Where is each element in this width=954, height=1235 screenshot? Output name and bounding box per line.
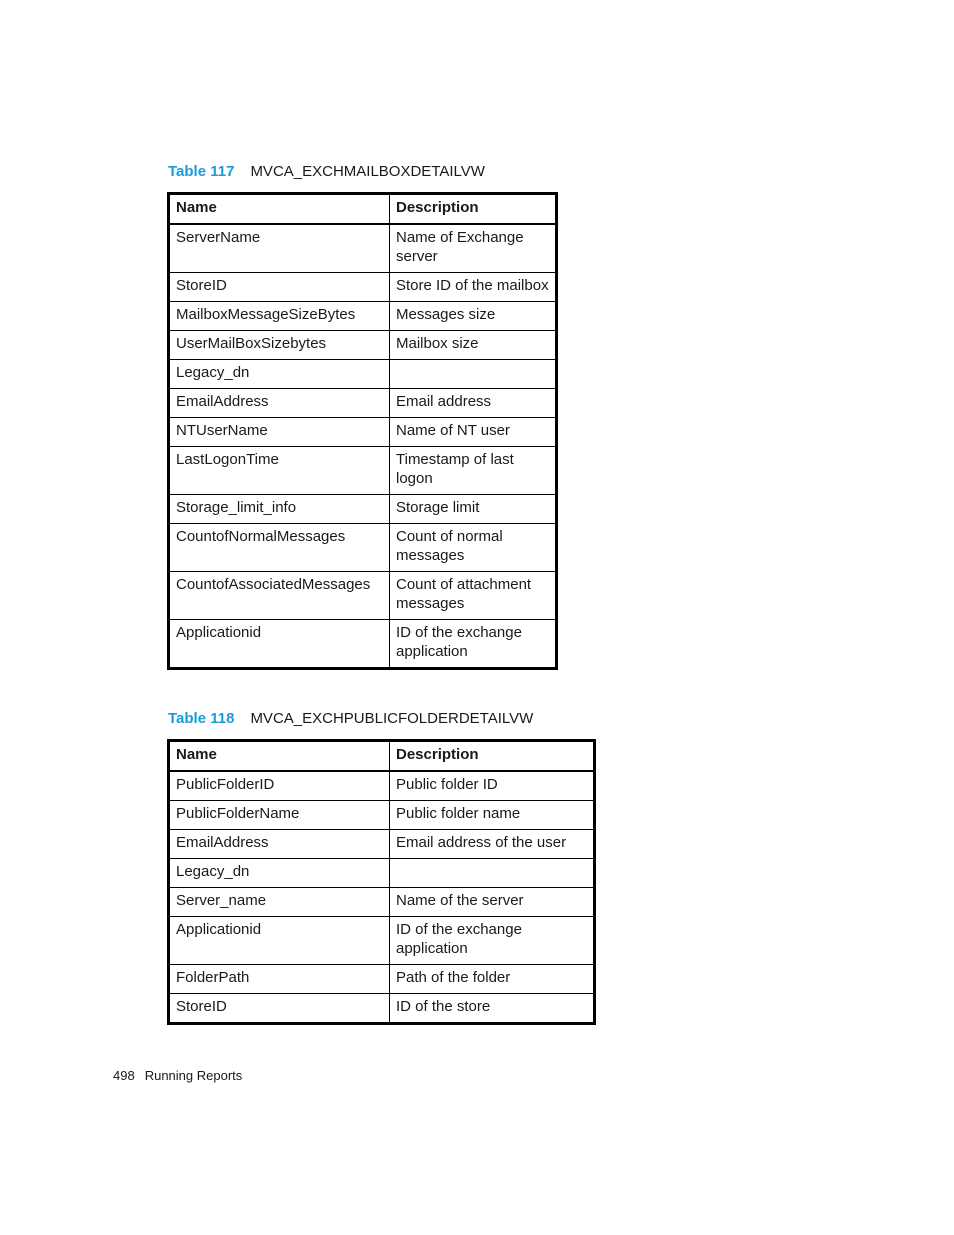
table-row — [169, 224, 557, 273]
cell-description: Public folder ID — [390, 771, 595, 801]
page-number: 498 — [113, 1068, 135, 1083]
cell-name: FolderPath — [169, 965, 390, 994]
page-footer — [113, 1068, 242, 1083]
cell-description: Name of Exchange server — [390, 224, 557, 273]
cell-name: StoreID — [169, 994, 390, 1024]
cell-name: Applicationid — [169, 917, 390, 965]
table-118-title: MVCA_EXCHPUBLICFOLDERDETAILVW — [250, 710, 534, 727]
cell-description: Messages size — [390, 302, 557, 331]
cell-name: Legacy_dn — [169, 859, 390, 888]
cell-description: Timestamp of last logon — [390, 447, 557, 495]
cell-description: Count of normal messages — [390, 524, 557, 572]
cell-name: PublicFolderName — [169, 801, 390, 830]
table-row — [169, 273, 557, 302]
cell-description: ID of the exchange application — [390, 917, 595, 965]
table-row — [169, 389, 557, 418]
cell-name: ServerName — [169, 224, 390, 273]
table-row — [169, 917, 595, 965]
cell-description: ID of the exchange application — [390, 620, 557, 669]
cell-description: Name of NT user — [390, 418, 557, 447]
cell-name: Server_name — [169, 888, 390, 917]
cell-description — [390, 859, 595, 888]
cell-name: MailboxMessageSizeBytes — [169, 302, 390, 331]
table-row — [169, 331, 557, 360]
column-header-name: Name — [169, 741, 390, 772]
table-row — [169, 524, 557, 572]
cell-name: NTUserName — [169, 418, 390, 447]
cell-name: UserMailBoxSizebytes — [169, 331, 390, 360]
table-118-caption — [168, 710, 533, 727]
cell-name: StoreID — [169, 273, 390, 302]
column-header-description: Description — [390, 741, 595, 772]
table-118-body — [169, 771, 595, 1024]
column-header-name: Name — [169, 194, 390, 225]
cell-description — [390, 360, 557, 389]
column-header-description: Description — [390, 194, 557, 225]
cell-name: Applicationid — [169, 620, 390, 669]
cell-description: Storage limit — [390, 495, 557, 524]
table-row — [169, 572, 557, 620]
table-row — [169, 994, 595, 1024]
cell-description: Mailbox size — [390, 331, 557, 360]
table-row — [169, 801, 595, 830]
table-row — [169, 965, 595, 994]
table-118-label: Table 118 — [168, 710, 235, 727]
table-row — [169, 447, 557, 495]
cell-name: PublicFolderID — [169, 771, 390, 801]
cell-name: EmailAddress — [169, 830, 390, 859]
cell-description: Email address — [390, 389, 557, 418]
table-header-row — [169, 194, 557, 225]
footer-section-title: Running Reports — [144, 1068, 243, 1083]
table-row — [169, 888, 595, 917]
cell-description: Count of attachment messages — [390, 572, 557, 620]
table-row — [169, 859, 595, 888]
table-header-row — [169, 741, 595, 772]
cell-name: CountofNormalMessages — [169, 524, 390, 572]
cell-name: Storage_limit_info — [169, 495, 390, 524]
table-row — [169, 418, 557, 447]
cell-name: LastLogonTime — [169, 447, 390, 495]
table-118 — [167, 739, 596, 1025]
table-row — [169, 771, 595, 801]
table-row — [169, 830, 595, 859]
table-117-label: Table 117 — [168, 163, 235, 180]
table-row — [169, 495, 557, 524]
table-117-caption — [168, 163, 485, 180]
table-row — [169, 302, 557, 331]
table-row — [169, 360, 557, 389]
table-117-body — [169, 224, 557, 669]
cell-name: EmailAddress — [169, 389, 390, 418]
table-117 — [167, 192, 558, 670]
table-row — [169, 620, 557, 669]
cell-name: CountofAssociatedMessages — [169, 572, 390, 620]
cell-description: Name of the server — [390, 888, 595, 917]
cell-description: Public folder name — [390, 801, 595, 830]
cell-description: Email address of the user — [390, 830, 595, 859]
cell-description: Path of the folder — [390, 965, 595, 994]
table-117-title: MVCA_EXCHMAILBOXDETAILVW — [250, 163, 485, 180]
cell-description: ID of the store — [390, 994, 595, 1024]
cell-description: Store ID of the mailbox — [390, 273, 557, 302]
cell-name: Legacy_dn — [169, 360, 390, 389]
